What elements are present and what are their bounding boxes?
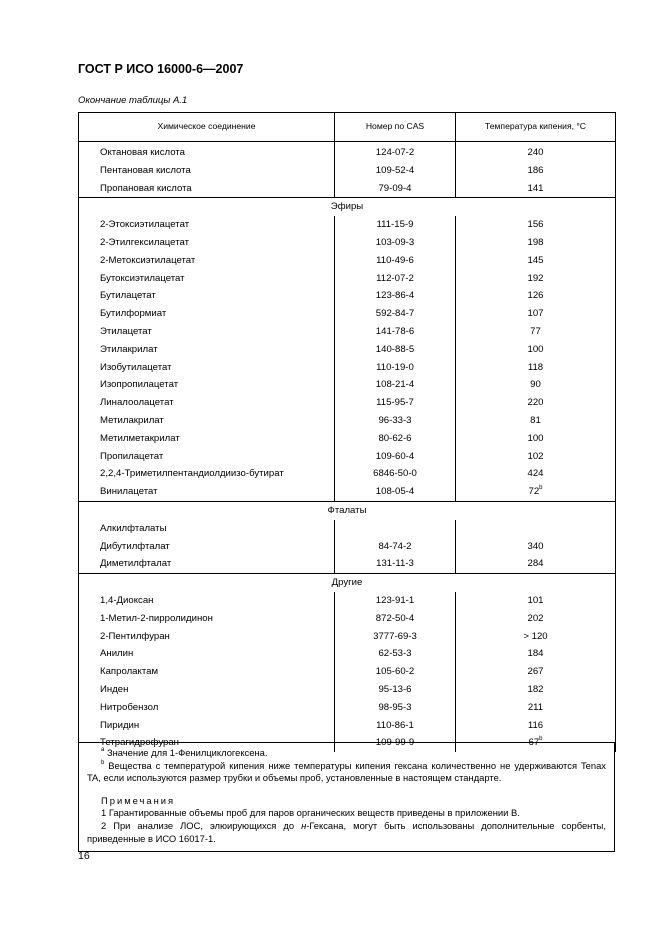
cas-number: 110-19-0 [335,359,456,377]
boiling-point-value: 240 [527,147,544,158]
boiling-point [456,216,616,234]
cas-number: 109-60-4 [335,448,456,466]
boiling-point [456,394,616,412]
boiling-point-value: 118 [527,361,544,373]
table-notes [78,742,615,852]
table-row [79,520,616,538]
compound-name: Инден [79,681,335,699]
cas-number: 3777-69-3 [335,628,456,646]
boiling-point-value: 192 [527,272,544,284]
boiling-point [456,717,616,735]
table-row [79,323,616,341]
table-row [79,234,616,252]
boiling-point [456,162,616,180]
boiling-point [456,448,616,466]
boiling-point-value: 100 [527,432,544,444]
group-title: Эфиры [79,198,616,216]
cas-number: 123-86-4 [335,287,456,305]
table-row [79,538,616,556]
boiling-point [456,234,616,252]
boiling-point-table [78,112,616,752]
boiling-point-value: 81 [530,414,541,426]
compound-name: Пентановая кислота [79,162,335,180]
group-title: Другие [79,574,616,592]
footnote-b-mark: b [101,759,105,766]
table-row [79,216,616,234]
cas-number: 80-62-6 [335,430,456,448]
compound-name: Анилин [79,645,335,663]
cas-number: 872-50-4 [335,610,456,628]
cas-number: 110-49-6 [335,252,456,270]
cas-number: 141-78-6 [335,323,456,341]
boiling-point-value: 90 [530,379,541,391]
boiling-point-value: 186 [527,164,544,176]
compound-name: 1-Метил-2-пирролидинон [79,610,335,628]
boiling-point [456,681,616,699]
boiling-point [456,538,616,556]
cas-number: 103-09-3 [335,234,456,252]
cas-number: 111-15-9 [335,216,456,234]
footnote-marker: b [539,736,543,743]
boiling-point-value: 67 [528,737,540,749]
boiling-point-value: 211 [527,701,544,713]
compound-name: Метилметакрилат [79,430,335,448]
boiling-point-value: 340 [527,540,544,552]
boiling-point-value: 77 [530,325,541,337]
table-row [79,448,616,466]
compound-name: Нитробензол [79,699,335,717]
cas-number: 109-99-9 [335,734,456,752]
footnote-b [87,760,606,785]
boiling-point-value: 156 [527,219,544,231]
compound-name: Октановая кислота [79,142,335,162]
table-row [79,305,616,323]
table-row [79,610,616,628]
boiling-point [456,483,616,501]
table-row [79,555,616,573]
column-header-boiling-point: Температура кипения, °С [456,113,616,142]
table-row [79,699,616,717]
footnote-a [87,747,606,760]
note-1: 1 Гарантированные объемы проб для паров органических веществ приведены в приложении В. [101,807,520,819]
table-row [79,483,616,501]
document-header: ГОСТ Р ИСО 16000-6—2007 [78,62,244,76]
table-row [79,394,616,412]
table-row [79,142,616,162]
note-2-part-b: -Гексана, могут быть использованы дополнительные сорбенты, приведенные в ИСО 16017-1. [87,819,606,844]
table-row [79,663,616,681]
table-row [79,252,616,270]
note-2-part-a: 2 При анализе ЛОС, элюирующихся до [101,819,302,831]
boiling-point-value: 284 [527,558,544,570]
cas-number: 110-86-1 [335,717,456,735]
boiling-point [456,663,616,681]
column-header-cas: Номер по CAS [335,113,456,142]
cas-number: 6846-50-0 [335,465,456,483]
compound-name: 2-Метоксиэтилацетат [79,252,335,270]
cas-number: 123-91-1 [335,592,456,610]
cas-number: 112-07-2 [335,270,456,288]
note-2-italic: н [301,819,307,831]
boiling-point [456,699,616,717]
compound-name: Метилакрилат [79,412,335,430]
boiling-point-value: 182 [527,683,544,695]
table-row [79,412,616,430]
boiling-point [456,645,616,663]
compound-name: 2-Этоксиэтилацетат [79,216,335,234]
cas-number: 95-13-6 [335,681,456,699]
boiling-point [456,305,616,323]
cas-number: 115-95-7 [335,394,456,412]
boiling-point-value: 198 [527,236,544,248]
boiling-point-value: 126 [527,290,544,302]
table-row [79,341,616,359]
boiling-point [456,610,616,628]
boiling-point [456,323,616,341]
boiling-point [456,341,616,359]
compound-name: 2-Пентилфуран [79,628,335,646]
boiling-point-value: 220 [527,397,544,409]
cas-number: 592-84-7 [335,305,456,323]
footnote-a-text: Значение для 1-Фенилциклогексена. [104,747,268,758]
table-row [79,162,616,180]
table-row [79,628,616,646]
boiling-point [456,142,616,162]
boiling-point [456,376,616,394]
boiling-point-value: 102 [527,450,544,462]
compound-name: Пропилацетат [79,448,335,466]
cas-number: 79-09-4 [335,180,456,198]
boiling-point-value: > 120 [523,630,548,642]
compound-name: Изопропилацетат [79,376,335,394]
boiling-point-value: 184 [527,648,544,660]
table-row [79,717,616,735]
compound-name: Диметилфталат [79,555,335,573]
table-row [79,645,616,663]
boiling-point-value: 424 [527,468,544,480]
compound-name: Винилацетат [79,483,335,501]
compound-name: Капролактам [79,663,335,681]
compound-name: 2-Этилгексилацетат [79,234,335,252]
table-row [79,270,616,288]
boiling-point [456,628,616,646]
cas-number [335,520,456,538]
compound-name: Пиридин [79,717,335,735]
compound-name: Алкилфталаты [79,520,335,538]
compound-name: Бутоксиэтилацетат [79,270,335,288]
boiling-point-value: 202 [527,612,544,624]
group-title: Фталаты [79,501,616,519]
boiling-point [456,430,616,448]
compound-name: Этилакрилат [79,341,335,359]
boiling-point-value: 107 [527,308,544,320]
cas-number: 124-07-2 [335,142,456,162]
footnote-marker: b [539,485,543,492]
boiling-point-value: 100 [527,343,544,355]
compound-name: Бутилацетат [79,287,335,305]
compound-name: Изобутилацетат [79,359,335,377]
table-body [79,142,616,753]
table-row [79,430,616,448]
table-header-row [79,113,616,142]
compound-name: Линалоолацетат [79,394,335,412]
cas-number: 84-74-2 [335,538,456,556]
page-number: 16 [78,850,90,862]
boiling-point [456,555,616,573]
cas-number: 108-05-4 [335,483,456,501]
table-row [79,180,616,198]
boiling-point [456,287,616,305]
boiling-point-value: 101 [527,594,544,606]
boiling-point [456,252,616,270]
cas-number: 140-88-5 [335,341,456,359]
boiling-point [456,520,616,538]
cas-number: 96-33-3 [335,412,456,430]
boiling-point-value: 141 [527,182,544,194]
cas-number: 131-11-3 [335,555,456,573]
group-header-row [79,574,616,592]
compound-name: 1,4-Диоксан [79,592,335,610]
cas-number: 109-52-4 [335,162,456,180]
table-row [79,287,616,305]
cas-number: 62-53-3 [335,645,456,663]
table-row [79,465,616,483]
table-row [79,592,616,610]
boiling-point-value: 116 [527,719,544,731]
footnote-a-mark: a [101,747,105,753]
group-header-row [79,501,616,519]
notes-title: Примечания [101,794,176,806]
note-2 [87,820,606,845]
column-header-compound: Химическое соединение [79,113,335,142]
boiling-point-value: 72 [528,486,540,498]
compound-name: Пропановая кислота [79,180,335,198]
compound-name: Тетрагидрофуран [79,734,335,752]
cas-number: 98-95-3 [335,699,456,717]
compound-name: Дибутилфталат [79,538,335,556]
boiling-point [456,359,616,377]
boiling-point [456,592,616,610]
cas-number: 108-21-4 [335,376,456,394]
boiling-point [456,412,616,430]
boiling-point-value: 145 [527,254,544,266]
compound-name: Этилацетат [79,323,335,341]
boiling-point [456,180,616,198]
compound-name: 2,2,4-Триметилпентандиолдиизо-бутират [79,465,335,483]
footnote-b-text: Вещества с температурой кипения ниже температуры кипения гексана количественно не удерживаются Tenax TA, если используются размер трубки и объемы проб, установленные в настоящем стандарте. [87,759,606,784]
group-header-row [79,198,616,216]
cas-number: 105-60-2 [335,663,456,681]
table-row [79,359,616,377]
boiling-point-value: 267 [527,666,544,678]
table-row [79,681,616,699]
boiling-point [456,465,616,483]
table-caption: Окончание таблицы А.1 [78,95,188,106]
compound-name: Бутилформиат [79,305,335,323]
table-row [79,376,616,394]
boiling-point [456,270,616,288]
